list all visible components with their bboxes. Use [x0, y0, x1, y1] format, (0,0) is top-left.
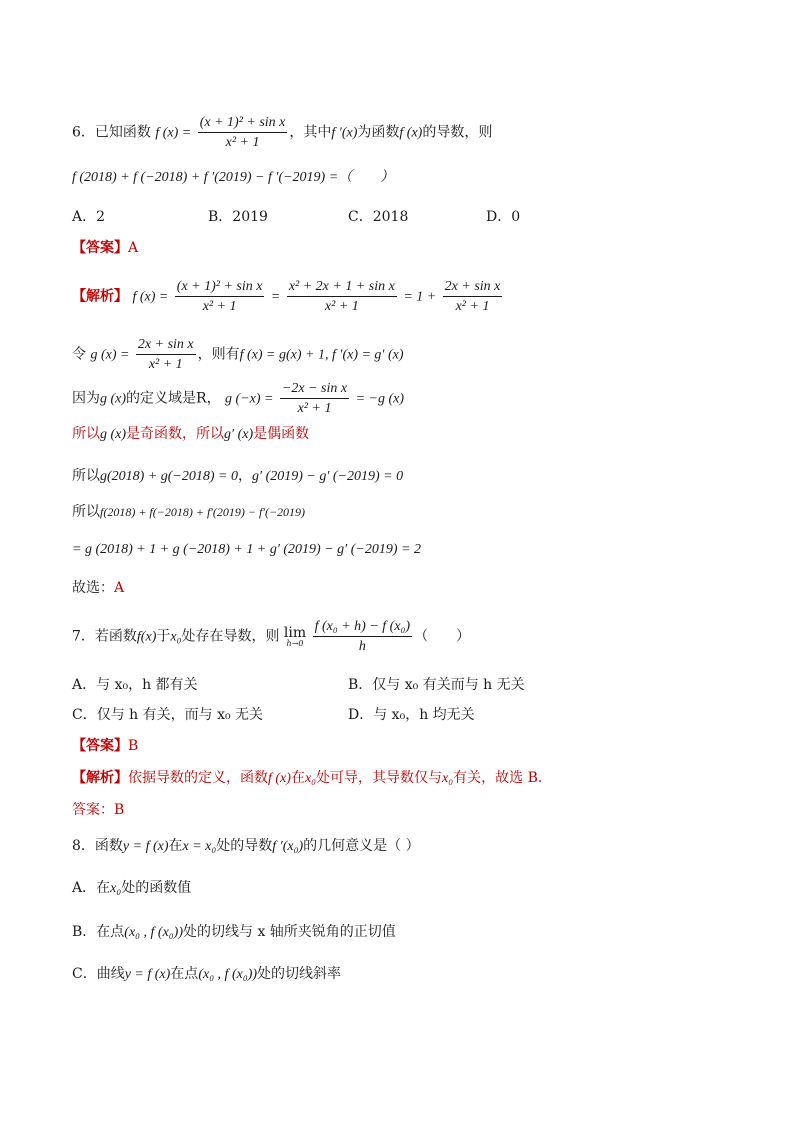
q6-frac-num: (x + 1)² + sin x	[198, 114, 288, 133]
q6-stem-end: 的导数，则	[422, 124, 493, 141]
q8-option-c[interactable]: C．曲线y = f (x)在点(x₀ , f (x₀))处的切线斜率	[72, 966, 342, 982]
q8-option-b[interactable]: B．在点(x₀ , f (x₀))处的切线与 x 轴所夹锐角的正切值	[72, 924, 396, 940]
q6-fraction	[198, 114, 288, 151]
q6-solution-4: 所以g (x)是奇函数，所以g′ (x)是偶函数	[72, 426, 310, 442]
q6-solution-7: = g (2018) + 1 + g (−2018) + 1 + g′ (2019) − g′ (−2019) = 2	[72, 542, 421, 557]
q7-stem: 7．若函数f(x)于x₀处存在导数，则 lim h→0 $\frac{\text{f (x₀ + h) − f (x₀)}}{h}$ （ ）	[72, 619, 471, 654]
q7-limit: lim h→0	[283, 624, 307, 648]
q6-fx: f (x)	[399, 125, 423, 141]
q6-solution-8: 故选：A	[72, 580, 125, 596]
q6-solution-3: 因为g (x)的定义域是R， g (−x) = $\frac{\text{−2x − sin x}}{\text{x² + 1}}$ = −g (x)	[72, 381, 404, 416]
q6-option-a[interactable]: A．2	[72, 209, 106, 225]
q6-answer-value: A	[128, 240, 139, 256]
q6-expression: f (2018) + f (−2018) + f ′(2019) − f ′(−2019) =（ ）	[72, 170, 395, 185]
q7-answer-line: 答案：B	[72, 802, 125, 818]
q7-analysis: 【解析】依据导数的定义，函数f (x)在x₀处可导，其导数仅与x₀有关，故选 B.	[72, 770, 543, 786]
q6-stem-mid: ，其中	[289, 124, 332, 141]
q7-fraction: $\frac{\text{f (x₀ + h) − f (x₀)}}{h}$	[314, 619, 411, 654]
q6-solution-6: 所以f(2018) + f(−2018) + f′(2019) − f′(−2019)	[72, 504, 306, 520]
q6-f-lhs: f (x) =	[155, 125, 192, 141]
q6-solution-1: 【解析】 f (x) = $\frac{\text{(x + 1)² + sin x}}{\text{x² + 1}}$ = $\frac{\text{x² + 2x + 1 + sin x}}{\text{x² + 1}}$ = 1 + $\frac{\text{2x + sin x}}{\text{x² + 1}}$	[72, 279, 501, 314]
q6-solution-2: 令 g (x) = $\frac{\text{2x + sin x}}{\text{x² + 1}}$ ，则有f (x) = g(x) + 1, f ′(x) = g′ (x)	[72, 337, 404, 372]
q6-fprime: f ′(x)	[331, 125, 358, 141]
q7-option-a[interactable]: A．与 x₀，h 都有关	[72, 677, 198, 693]
q8-option-a[interactable]: A．在x₀处的函数值	[72, 880, 192, 896]
q6-analysis-tag: 【解析】	[72, 288, 128, 305]
q6-answer-tag: 【答案】	[72, 240, 128, 256]
q7-option-c[interactable]: C．仅与 h 有关，而与 x₀ 无关	[72, 707, 264, 723]
q6-solution-5: 所以g(2018) + g(−2018) = 0，g′ (2019) − g′ (−2019) = 0	[72, 468, 404, 484]
q7-answer: 【答案】B	[72, 738, 139, 754]
q6-stem-lead: 已知函数	[94, 124, 151, 141]
q7-option-d[interactable]: D．与 x₀，h 均无关	[348, 707, 475, 723]
q6-frac-den: x² + 1	[225, 135, 260, 150]
q6-stem	[72, 114, 492, 151]
q6-option-b[interactable]: B．2019	[208, 209, 268, 225]
q6-number: 6．	[72, 124, 95, 141]
q6-stem-mid2: 为函数	[357, 124, 400, 141]
q7-option-b[interactable]: B．仅与 x₀ 有关而与 h 无关	[348, 677, 525, 693]
q6-option-c[interactable]: C．2018	[348, 209, 409, 225]
q6-option-d[interactable]: D．0	[486, 209, 521, 225]
q8-stem: 8．函数y = f (x)在x = x₀处的导数f ′(x₀)的几何意义是（ ）	[72, 838, 420, 854]
q6-answer	[72, 238, 138, 258]
